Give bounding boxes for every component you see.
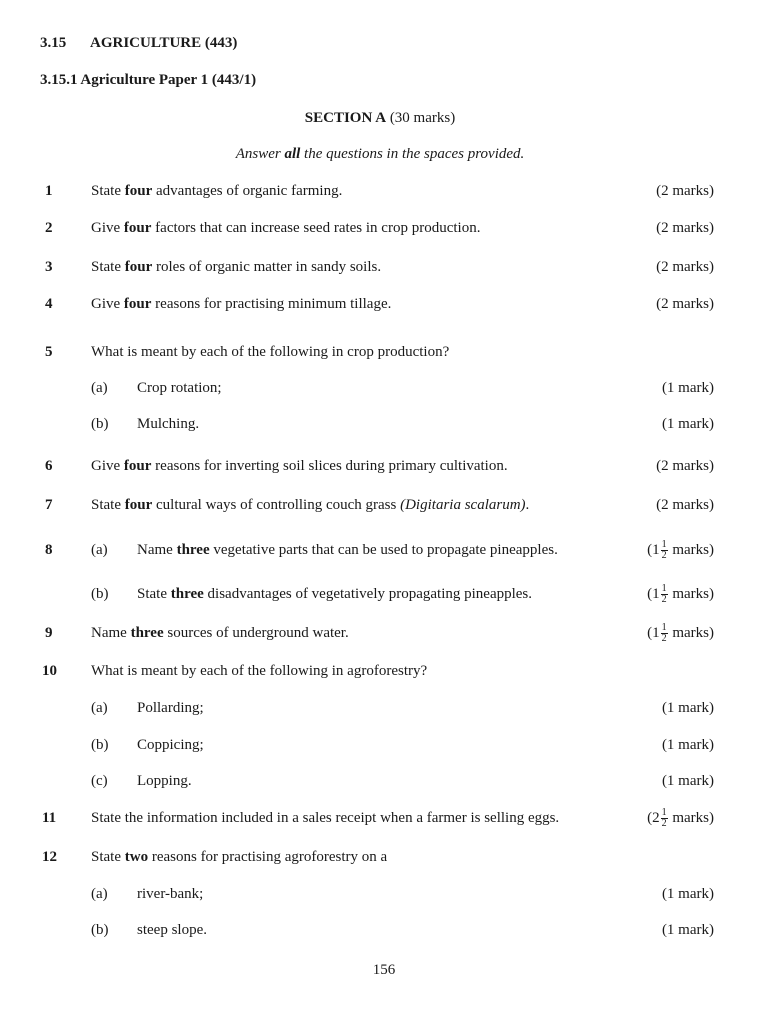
question-text: State four cultural ways of controlling couch grass (Digitaria scalarum). — [91, 497, 530, 513]
question-12 — [0, 847, 768, 867]
question-marks: (2 marks) — [656, 497, 714, 513]
sub-label: (a) — [91, 380, 108, 396]
question-number: 6 — [45, 458, 53, 474]
sub-text: State three disadvantages of vegetatively propagating pineapples. — [137, 586, 533, 602]
question-4 — [0, 294, 768, 314]
section-marks: (30 marks) — [389, 110, 456, 126]
question-text: Give four factors that can increase seed rates in crop production. — [91, 220, 481, 236]
question-10b — [0, 735, 768, 755]
sub-text: Coppicing; — [137, 737, 204, 753]
question-marks: (1 $\frac{1}{2}$ marks) — [647, 539, 714, 562]
question-text: State the information included in a sales receipt when a farmer is selling eggs. — [91, 810, 560, 826]
sub-text: steep slope. — [137, 922, 207, 938]
question-number: 1 — [45, 183, 53, 199]
question-10a — [0, 698, 768, 718]
question-marks: (1 mark) — [661, 737, 714, 753]
question-marks: (1 $\frac{1}{2}$ marks) — [647, 583, 714, 606]
question-text: State four roles of organic matter in sandy soils. — [91, 259, 382, 275]
question-3 — [0, 257, 768, 277]
question-marks: (1 mark) — [661, 416, 714, 432]
fraction-half: $\frac{1}{2}$ — [661, 539, 667, 562]
question-marks: (1 mark) — [661, 886, 714, 902]
question-number: 5 — [45, 344, 53, 360]
question-text: State two reasons for practising agroforestry on a — [91, 849, 388, 865]
page-number: 156 — [372, 962, 396, 978]
question-number: 10 — [42, 663, 57, 679]
sub-label: (a) — [91, 886, 108, 902]
question-7 — [0, 495, 768, 515]
question-number: 2 — [45, 220, 53, 236]
question-number: 12 — [42, 849, 57, 865]
question-6 — [0, 456, 768, 476]
sub-label: (b) — [91, 737, 109, 753]
question-text: What is meant by each of the following in crop production? — [91, 344, 450, 360]
question-marks: (1 $\frac{1}{2}$ marks) — [647, 622, 714, 645]
instruction-post: the questions in the spaces provided. — [300, 146, 525, 162]
question-9 — [0, 623, 768, 643]
question-text: What is meant by each of the following in agroforestry? — [91, 663, 428, 679]
sub-text: Crop rotation; — [137, 380, 222, 396]
instruction-pre: Answer — [235, 146, 285, 162]
question-11 — [0, 808, 768, 828]
sub-label: (a) — [91, 542, 108, 558]
question-12a — [0, 884, 768, 904]
question-number: 7 — [45, 497, 53, 513]
sub-label: (b) — [91, 416, 109, 432]
question-marks: (2 marks) — [656, 220, 714, 236]
sub-text: Mulching. — [137, 416, 200, 432]
heading-number: 3.15 — [40, 35, 67, 51]
question-1 — [0, 181, 768, 201]
question-2 — [0, 218, 768, 238]
section-title — [0, 110, 760, 127]
question-5 — [0, 342, 768, 362]
heading-paper: 3.15.1 Agriculture Paper 1 (443/1) — [40, 72, 257, 88]
instruction-bold: all — [284, 146, 301, 162]
question-marks: (2 marks) — [656, 259, 714, 275]
instruction — [0, 146, 760, 163]
sub-label: (b) — [91, 586, 109, 602]
heading-agriculture — [40, 35, 237, 52]
question-text: Give four reasons for inverting soil slices during primary cultivation. — [91, 458, 508, 474]
question-marks: (1 mark) — [661, 922, 714, 938]
heading-text: AGRICULTURE (443) — [90, 35, 238, 51]
question-marks: (2 $\frac{1}{2}$ marks) — [647, 807, 714, 830]
question-number: 3 — [45, 259, 53, 275]
fraction-half: $\frac{1}{2}$ — [661, 583, 667, 606]
question-5a — [0, 378, 768, 398]
question-text: Give four reasons for practising minimum tillage. — [91, 296, 392, 312]
question-marks: (2 marks) — [656, 183, 714, 199]
sub-text: river-bank; — [137, 886, 204, 902]
sub-text: Pollarding; — [137, 700, 204, 716]
question-number: 11 — [42, 810, 57, 826]
sub-text: Lopping. — [137, 773, 192, 789]
question-10 — [0, 661, 768, 681]
section-name: SECTION A — [304, 110, 387, 126]
question-number: 9 — [45, 625, 53, 641]
sub-label: (b) — [91, 922, 109, 938]
question-5b — [0, 414, 768, 434]
fraction-half: $\frac{1}{2}$ — [661, 807, 667, 830]
question-10c — [0, 771, 768, 791]
question-number: 4 — [45, 296, 53, 312]
fraction-half: $\frac{1}{2}$ — [661, 622, 667, 645]
question-marks: (1 mark) — [661, 380, 714, 396]
question-marks: (1 mark) — [661, 700, 714, 716]
sub-label: (a) — [91, 700, 108, 716]
question-text: Name three sources of underground water. — [91, 625, 349, 641]
question-marks: (2 marks) — [656, 296, 714, 312]
question-8b — [0, 584, 768, 604]
question-number: 8 — [45, 542, 53, 558]
question-marks: (2 marks) — [656, 458, 714, 474]
sub-label: (c) — [91, 773, 108, 789]
question-8a — [0, 540, 768, 560]
question-text: State four advantages of organic farming. — [91, 183, 343, 199]
sub-text: Name three vegetative parts that can be used to propagate pineapples. — [137, 542, 558, 558]
question-12b — [0, 920, 768, 940]
question-marks: (1 mark) — [661, 773, 714, 789]
